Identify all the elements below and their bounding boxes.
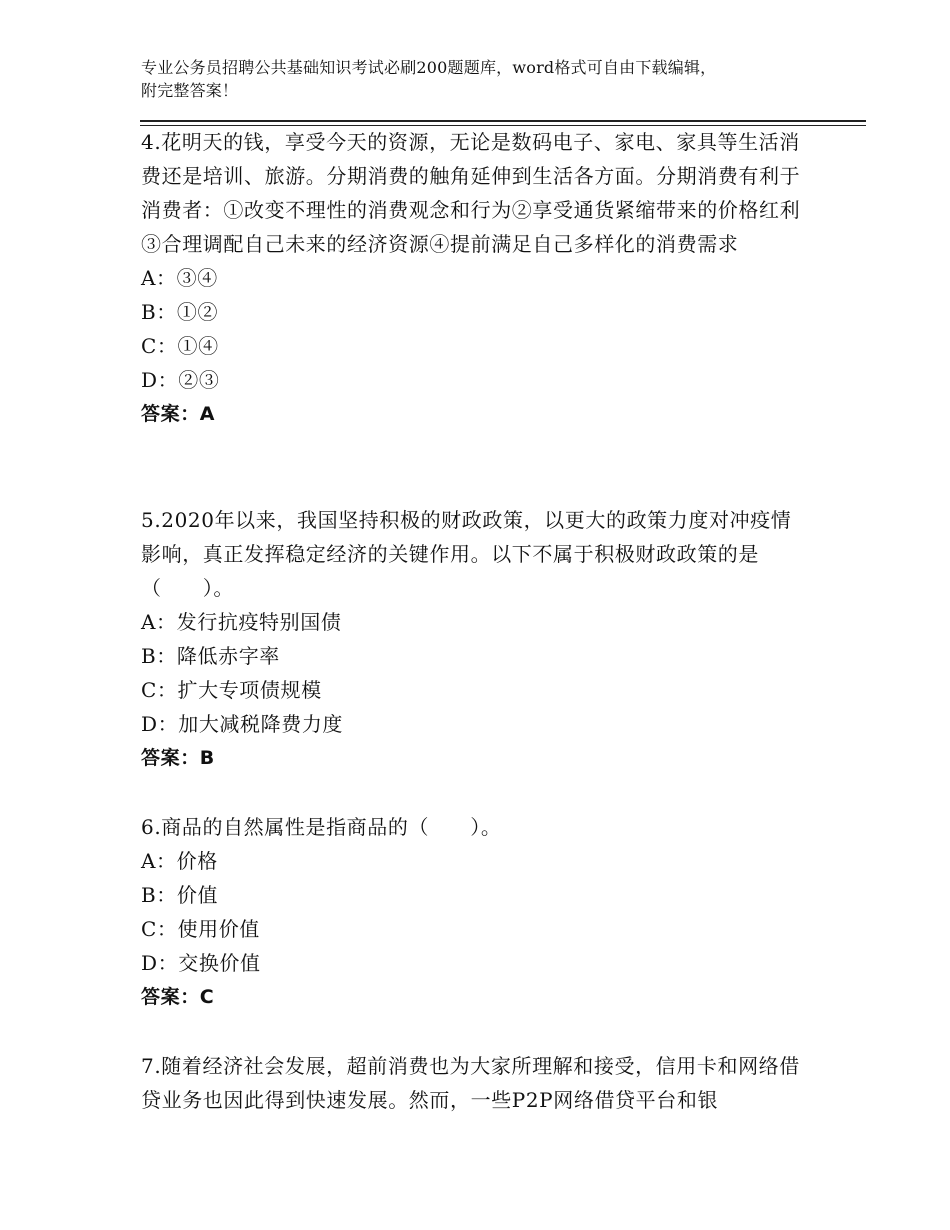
answer-line: 答案：B bbox=[141, 747, 215, 769]
header-line-2: 附完整答案！ bbox=[141, 81, 239, 100]
option-c: C：使用价值 bbox=[141, 917, 260, 941]
option-c: C：扩大专项债规模 bbox=[141, 678, 322, 702]
question-stem: 5.2020年以来，我国坚持积极的财政政策，以更大的政策力度对冲疫情影响，真正发挥稳定经济的关键作用。以下不属于积极财政政策的是（ ）。 bbox=[141, 508, 792, 600]
option-b: B：降低赤字率 bbox=[141, 644, 280, 668]
answer-line: 答案：A bbox=[141, 403, 216, 425]
answer-line: 答案：C bbox=[141, 986, 215, 1008]
question-7 bbox=[141, 1049, 801, 1117]
option-d: D：交换价值 bbox=[141, 951, 261, 975]
option-a: A：发行抗疫特别国债 bbox=[141, 610, 342, 634]
question-stem: 7.随着经济社会发展，超前消费也为大家所理解和接受，信用卡和网络借贷业务也因此得到快速发展。然而，一些P2P网络借贷平台和银 bbox=[141, 1054, 800, 1112]
option-d: D：②③ bbox=[141, 368, 220, 392]
option-b: B：①② bbox=[141, 300, 219, 324]
header-divider-thick bbox=[140, 120, 866, 122]
option-b: B：价值 bbox=[141, 883, 219, 907]
question-stem: 6.商品的自然属性是指商品的（ ）。 bbox=[141, 815, 502, 839]
question-6 bbox=[141, 810, 801, 1014]
header-line-1: 专业公务员招聘公共基础知识考试必刷200题题库，word格式可自由下载编辑， bbox=[141, 58, 717, 77]
option-a: A：价格 bbox=[141, 849, 218, 873]
question-stem: 4.花明天的钱，享受今天的资源，无论是数码电子、家电、家具等生活消费还是培训、旅游。分期消费的触角延伸到生活各方面。分期消费有利于消费者：①改变不理性的消费观念和行为②享受通货紧缩带来的价格红利③合理调配自己未来的经济资源④提前满足自己多样化的消费需求 bbox=[141, 130, 801, 256]
question-5 bbox=[141, 503, 801, 775]
option-c: C：①④ bbox=[141, 334, 219, 358]
option-a: A：③④ bbox=[141, 266, 218, 290]
document-header bbox=[141, 56, 841, 102]
option-d: D：加大减税降费力度 bbox=[141, 712, 344, 736]
question-4 bbox=[141, 125, 801, 431]
